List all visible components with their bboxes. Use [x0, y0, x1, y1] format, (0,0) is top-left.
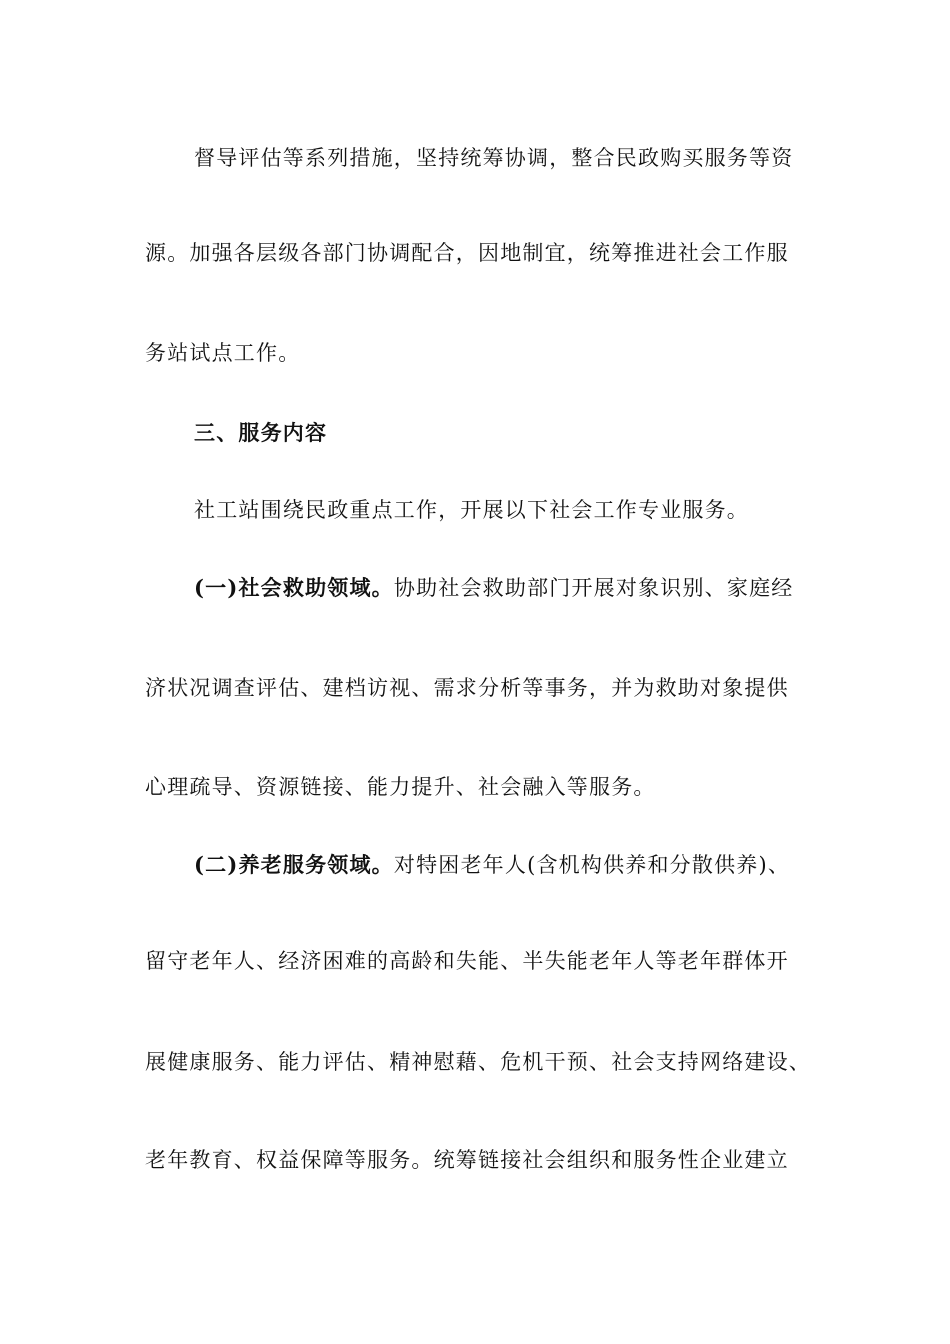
- item2-title: (二)养老服务领域。: [194, 852, 394, 877]
- item1-title: (一)社会救助领域。: [194, 575, 394, 600]
- paragraph-line-1: 督导评估等系列措施，坚持统筹协调，整合民政购买服务等资: [194, 146, 794, 170]
- paragraph-line-2: 源。加强各层级各部门协调配合，因地制宜，统筹推进社会工作服: [145, 241, 789, 265]
- item2-first-line: [194, 850, 874, 880]
- item2-line-2: 留守老年人、经济困难的高龄和失能、半失能老年人等老年群体开: [145, 949, 789, 973]
- item2-first-text: 对特困老年人(含机构供养和分散供养)、: [393, 853, 791, 877]
- item2-line-3: 展健康服务、能力评估、精神慰藉、危机干预、社会支持网络建设、: [145, 1050, 811, 1074]
- section-intro: 社工站围绕民政重点工作，开展以下社会工作专业服务。: [194, 498, 749, 522]
- paragraph-line-3: 务站试点工作。: [145, 341, 301, 365]
- item1-first-line: [194, 573, 874, 603]
- item1-line-3: 心理疏导、资源链接、能力提升、社会融入等服务。: [145, 775, 656, 799]
- item1-first-text: 协助社会救助部门开展对象识别、家庭经: [393, 576, 794, 600]
- item2-line-4: 老年教育、权益保障等服务。统筹链接社会组织和服务性企业建立: [145, 1148, 789, 1172]
- section-heading: 三、服务内容: [194, 420, 328, 445]
- item1-line-2: 济状况调查评估、建档访视、需求分析等事务，并为救助对象提供: [145, 676, 789, 700]
